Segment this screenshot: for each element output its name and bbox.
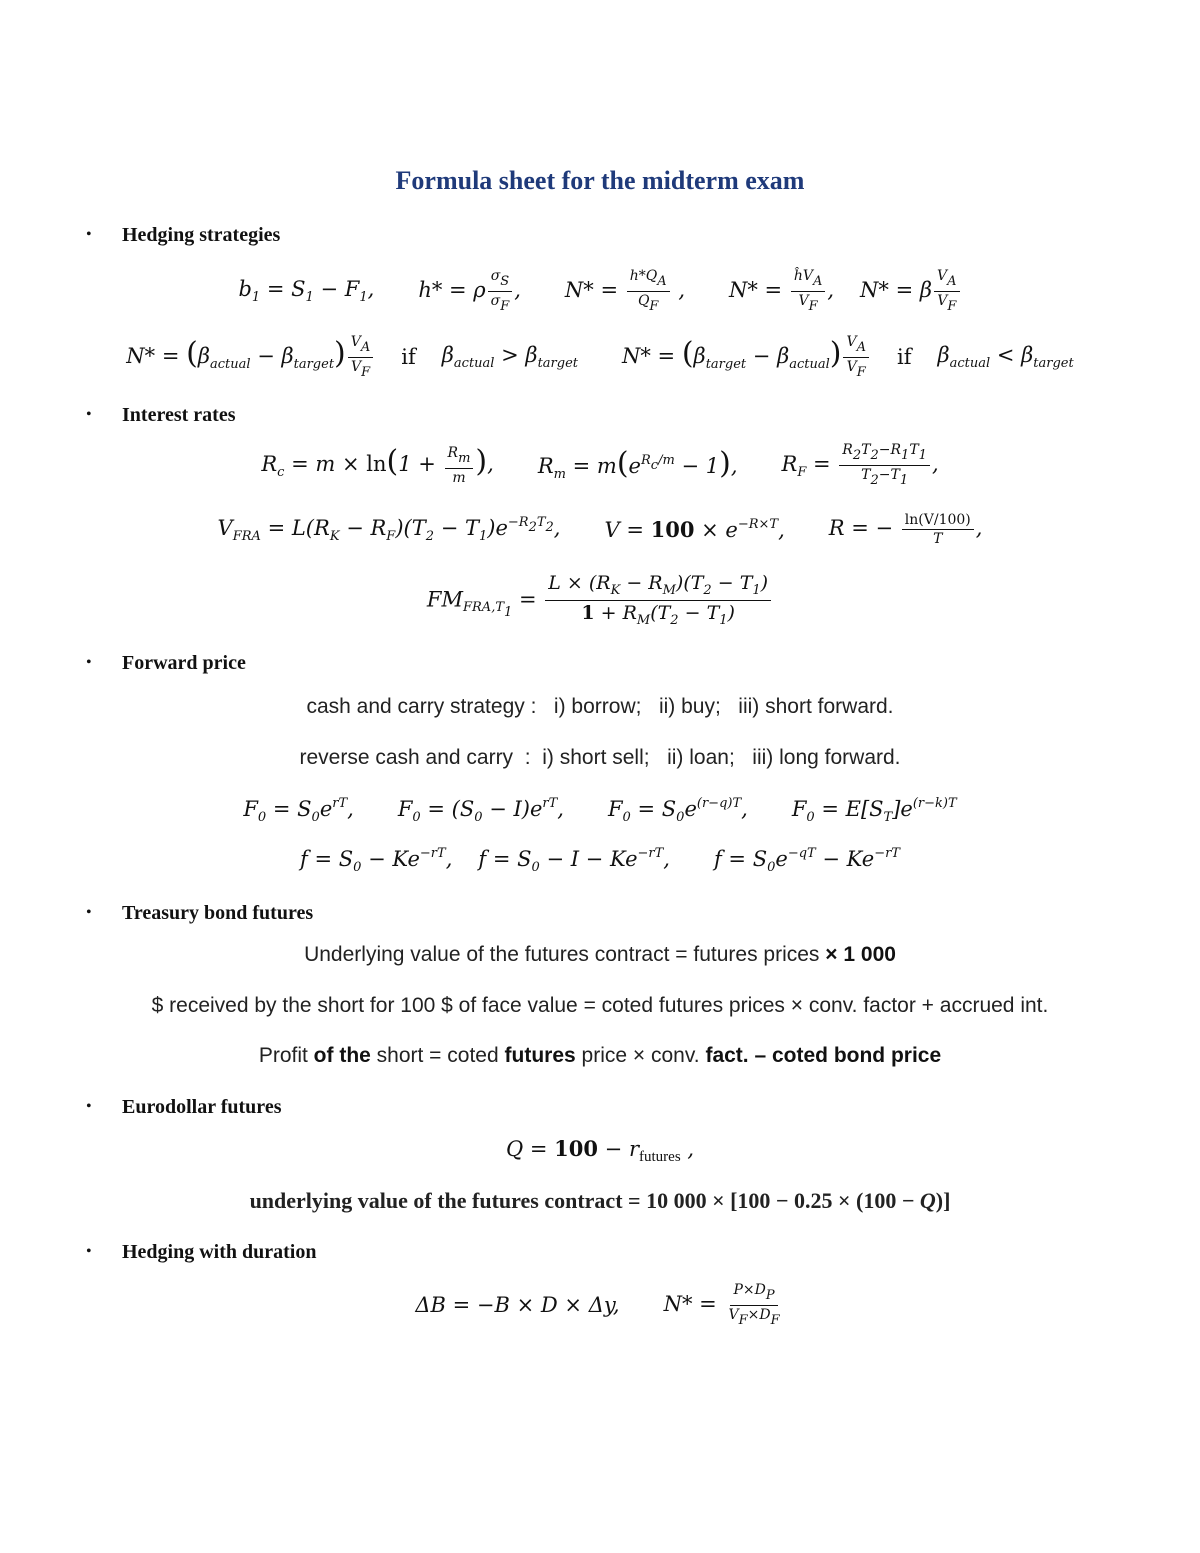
profit-futures: futures [504,1044,576,1067]
bullet-icon: • [86,226,92,243]
formula-row-forward-2 [0,846,1200,875]
formula-bond-value: $V = 100 \times e^{-R\times T}$, [604,517,785,543]
formula-optimal-contracts-tailing: N* = $\frac{ĥV_A}{V_F}$ , [729,268,835,314]
formula-row-hedging-2 [0,334,1200,381]
formula-eurodollar-underlying [0,1188,1200,1214]
ln-expression: ln(V/100) [904,512,971,528]
section-treasury [86,902,313,925]
profit-short: short = coted [370,1044,505,1067]
formula-row-interest-1 [0,442,1200,489]
section-interest [86,404,235,427]
formula-row-forward-1 [0,796,1200,825]
formula-eurodollar-quote: $Q = 100 - r_{futures}$ , [505,1136,695,1165]
formula-forward-income: $F_0 = (S_0 - I)e^{rT}$, [397,796,564,825]
formula-forward-value-income: $f = S_0 - I - Ke^{-rT}$, [478,846,670,875]
bullet-icon: • [86,406,92,423]
section-duration [86,1241,316,1264]
formula-discrete-rate: $R_m = m(e^{R_c/m} - 1)$, [537,445,738,482]
futures-subscript: futures [639,1149,681,1165]
eurodollar-q-symbol: Q [919,1188,936,1213]
formula-forward-value-yield: $f = S_0e^{-qT} - Ke^{-rT}$ [713,846,900,875]
formula-fra-market: $FM_{FRA,T_1}$ = $\frac{L \times (R_K - R_M)(T_2 - T_1)}{1 + R_M(T_2 - T_1)}$ [427,572,773,630]
treasury-underlying-value [0,943,1200,967]
reverse-cash-carry-text: reverse cash and carry : i) short sell; ii) loan; iii) long forward. [299,746,901,769]
eurodollar-underlying-text: underlying value of the futures contract [249,1188,623,1213]
section-hedging [86,224,280,247]
formula-basis: $b_1 = S_1 - F_1$, [238,277,375,306]
formula-forward-yield: $F_0 = S_0e^{(r-q)T}$, [607,796,748,825]
profit-price: price × conv. [575,1044,706,1067]
treasury-short-profit [0,1044,1200,1068]
profit-word: Profit [258,1044,314,1067]
page-title: Formula sheet for the midterm exam [395,166,805,195]
formula-beta-contracts: N* = β $\frac{V_A}{V_F}$ [860,268,961,315]
bullet-icon: • [86,904,92,921]
section-label: Interest rates [122,404,236,426]
formula-beta-increase: $N* = (\beta_{target} - \beta_{actual})$ $\frac{V_A}{V_F}$ [622,334,871,381]
formula-row-eurodollar-1 [0,1136,1200,1166]
profit-of-the: of the [313,1044,371,1067]
section-label: Hedging strategies [122,224,281,246]
formula-row-interest-3 [0,572,1200,630]
section-label: Treasury bond futures [122,902,314,924]
formula-fra-value: $V_{FRA} = L(R_K - R_F)(T_2 - T_1)e^{-R_2T_2}$, [217,515,561,545]
bullet-icon: • [86,654,92,671]
formula-forward-value-basic: $f = S_0 - Ke^{-rT}$, [300,846,453,875]
condition-if: if [401,345,416,370]
condition-increase: $\beta_{actual} < \beta_{target}$ [937,343,1074,372]
formula-bond-change: ΔB = −B × D × Δy, [415,1293,620,1318]
formula-beta-reduce: $N* = (\beta_{actual} - \beta_{target})$ $\frac{V_A}{V_F}$ [126,334,375,381]
formula-optimal-contracts: N* = $\frac{h*Q_A}{Q_F}$ , [564,268,685,314]
formula-duration-contracts: N* = $\frac{P\times D_P}{V_F\times D_F}$ [663,1282,780,1328]
treasury-cash-received: $ received by the short for 100 $ of face value = coted futures prices × conv. factor + accrued int. [151,994,1049,1017]
formula-hedge-ratio: h* = ρ $\frac{\sigma_S}{\sigma_F}$ , [418,268,521,314]
section-eurodollar [86,1096,281,1119]
section-forward [86,652,246,675]
bullet-icon: • [86,1243,92,1260]
formula-continuous-rate: $R_c = m \times \ln(1$ + $\frac{R_m}{m}$ ), [261,443,494,486]
section-label: Forward price [122,652,246,674]
formula-forward-rate: $R_F$ = $\frac{R_2T_2-R_1T_1}{T_2-T_1}$ , [781,442,939,488]
cash-carry-text: cash and carry strategy : i) borrow; ii) buy; iii) short forward. [306,695,894,718]
eurodollar-closing: )] [935,1188,951,1213]
formula-forward-basic: $F_0 = S_0e^{rT}$, [243,796,354,825]
eurodollar-underlying-expression: = 10 000 × [100 − 0.25 × (100 − [622,1188,920,1213]
formula-row-interest-2 [0,512,1200,547]
treasury-line1-text: Underlying value of the futures contract = futures prices [304,943,820,966]
section-label: Eurodollar futures [122,1096,282,1118]
bullet-icon: • [86,1098,92,1115]
ln-word: ln [366,451,387,476]
profit-bond-price: fact. – coted bond price [705,1044,942,1067]
formula-row-hedging-1 [0,268,1200,315]
treasury-line1-multiplier: × 1 000 [819,943,896,966]
formula-yield: R = − $\frac{\ln(V/100)}{T}$ , [828,512,983,548]
formula-forward-expected: $F_0 = E[S_T]e^{(r-k)T}$ [791,796,957,825]
formula-row-duration [0,1282,1200,1329]
section-label: Hedging with duration [122,1241,317,1263]
condition-reduce: $\beta_{actual} > \beta_{target}$ [441,343,578,372]
condition-if: if [897,345,912,370]
